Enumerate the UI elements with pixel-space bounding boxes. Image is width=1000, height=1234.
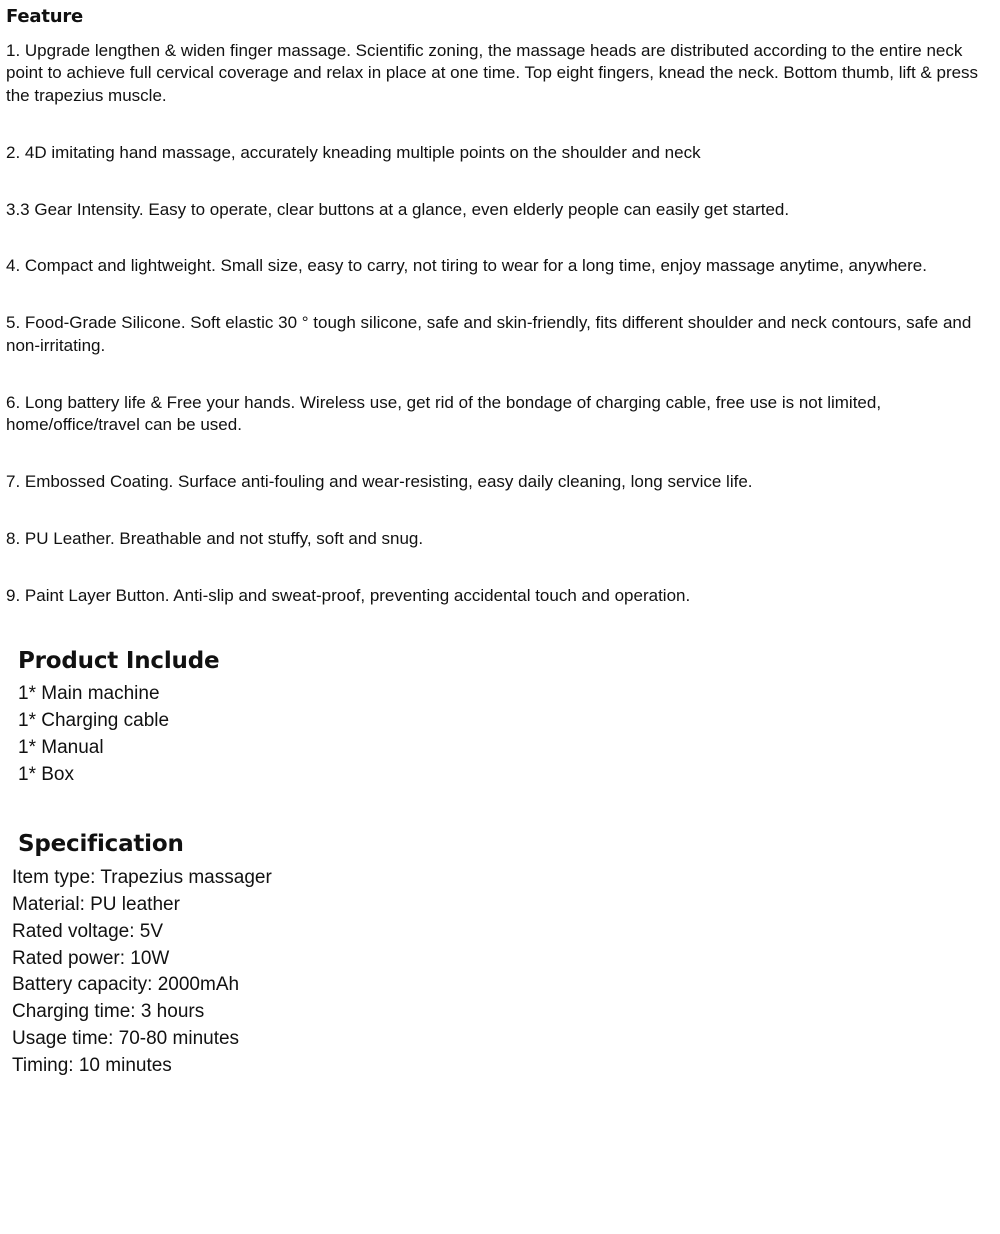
feature-item: 2. 4D imitating hand massage, accurately kneading multiple points on the shoulder and neck: [6, 142, 701, 162]
product-include-section-title: Product Include: [18, 647, 220, 674]
feature-item: 9. Paint Layer Button. Anti-slip and sweat-proof, preventing accidental touch and operation.: [6, 585, 691, 605]
feature-item: 6. Long battery life & Free your hands. Wireless use, get rid of the bondage of charging cable, free use is not limited, home/office/travel can be used.: [6, 392, 882, 435]
product-include-section: [6, 648, 994, 789]
list-item: 1* Charging cable: [18, 710, 170, 732]
feature-section: [6, 6, 994, 608]
specification-section-title: Specification: [18, 831, 184, 858]
list-item: Rated voltage: 5V: [12, 920, 164, 942]
list-item: 1* Manual: [18, 737, 104, 759]
list-item: Timing: 10 minutes: [12, 1055, 172, 1077]
list-item: Usage time: 70-80 minutes: [12, 1028, 240, 1050]
list-item: Battery capacity: 2000mAh: [12, 974, 240, 996]
specification-list: [12, 865, 994, 1081]
feature-item: 8. PU Leather. Breathable and not stuffy, soft and snug.: [6, 529, 424, 549]
feature-list: [6, 40, 994, 608]
product-include-list: [12, 681, 994, 789]
feature-section-title: Feature: [6, 6, 84, 27]
list-item: Charging time: 3 hours: [12, 1001, 205, 1023]
feature-item: 7. Embossed Coating. Surface anti-fouling and wear-resisting, easy daily cleaning, long service life.: [6, 472, 753, 492]
feature-item: 3.3 Gear Intensity. Easy to operate, clear buttons at a glance, even elderly people can easily get started.: [6, 199, 790, 219]
list-item: Item type: Trapezius massager: [12, 866, 272, 888]
feature-item: 1. Upgrade lengthen & widen finger massage. Scientific zoning, the massage heads are distributed according to the entire neck point to achieve full cervical coverage and relax in place at one time. Top eight fingers, knead the neck. Bottom thumb, lift & press the trapezius muscle.: [6, 40, 979, 106]
list-item: Material: PU leather: [12, 893, 180, 915]
specification-section: [6, 831, 994, 1080]
feature-item: 5. Food-Grade Silicone. Soft elastic 30 ° tough silicone, safe and skin-friendly, fits different shoulder and neck contours, safe and non-irritating.: [6, 313, 972, 355]
feature-item: 4. Compact and lightweight. Small size, easy to carry, not tiring to wear for a long time, enjoy massage anytime, anywhere.: [6, 256, 927, 276]
list-item: 1* Box: [18, 764, 74, 786]
list-item: 1* Main machine: [18, 683, 160, 705]
list-item: Rated power: 10W: [12, 947, 170, 969]
